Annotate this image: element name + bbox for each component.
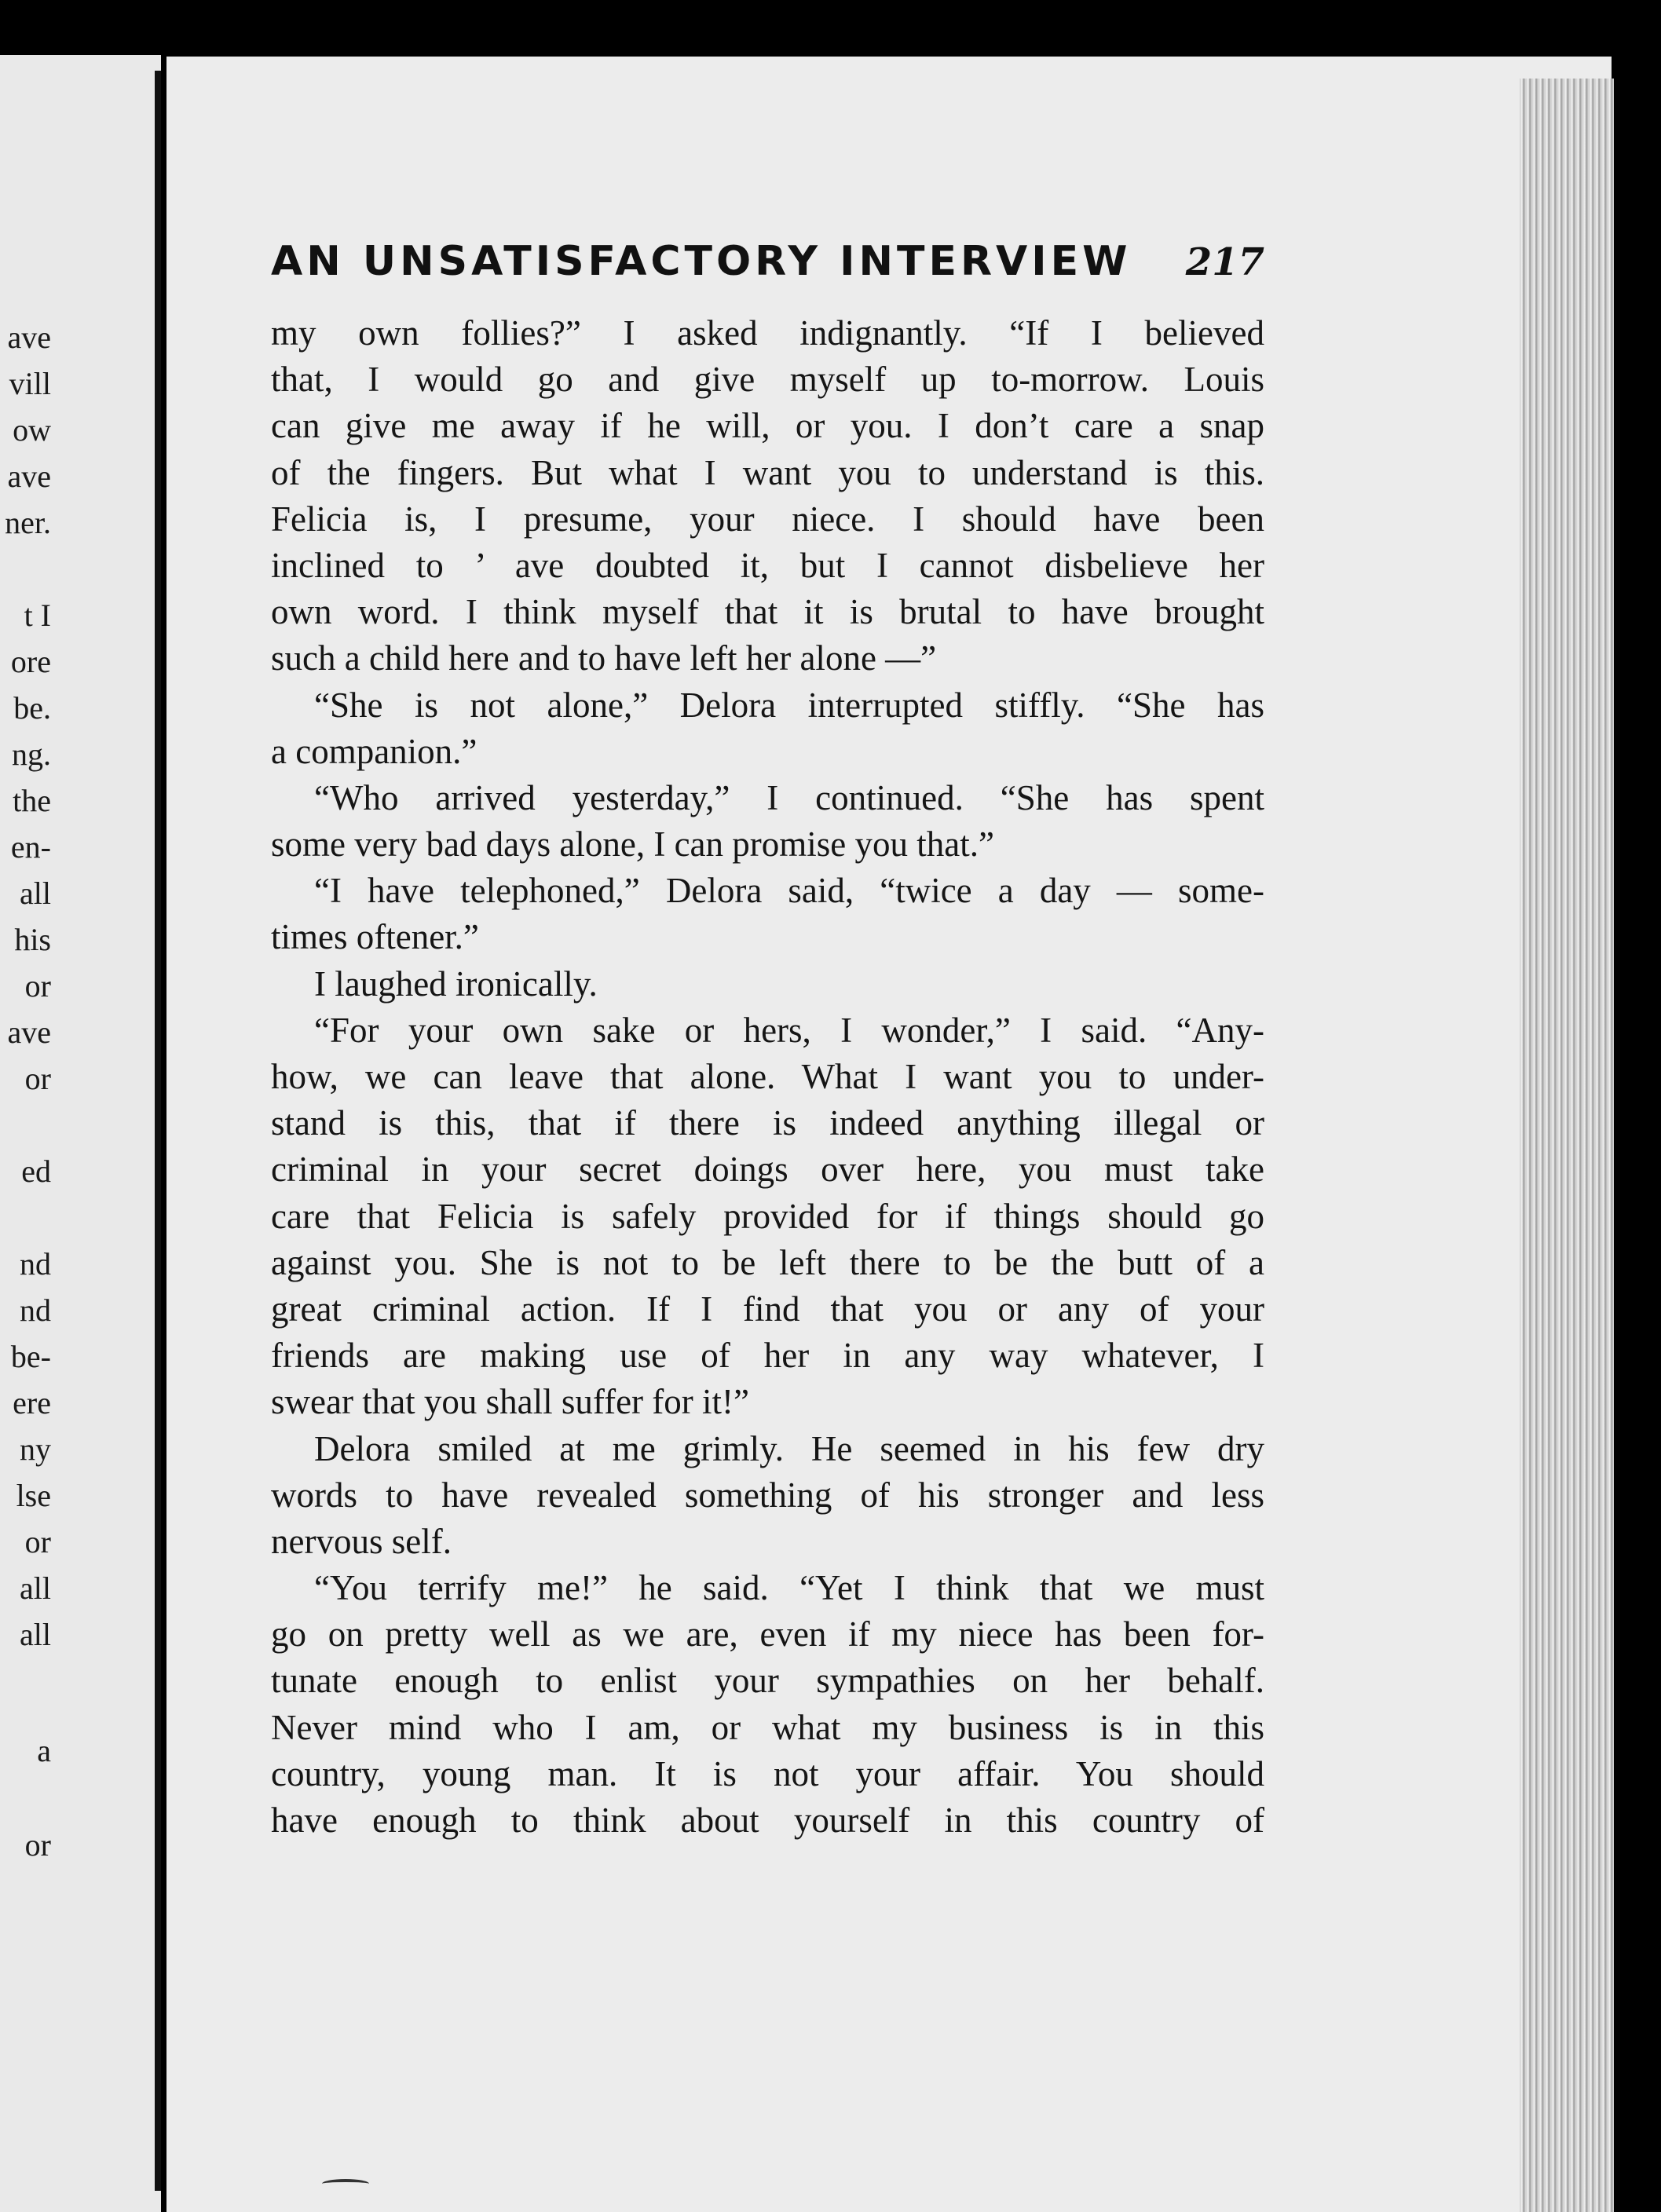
text-line: own word. I think myself that it is brutal to have brought <box>271 592 1264 632</box>
fragment: nd <box>20 1246 51 1281</box>
fragment: ng. <box>12 737 51 772</box>
fragment: ore <box>10 644 51 679</box>
fragment: lse <box>16 1478 51 1513</box>
text-line: “I have telephoned,” Delora said, “twice a day — some- <box>314 871 1264 911</box>
text-line: times oftener.” <box>271 917 479 957</box>
text-line: against you. She is not to be left there to be the butt of a <box>271 1242 1264 1282</box>
fragment: t I <box>24 598 51 633</box>
fragment: vill <box>9 366 51 401</box>
text-line: of the fingers. But what I want you to understand is this. <box>271 452 1264 492</box>
scan-border <box>1614 94 1661 2212</box>
text-line: “For your own sake or hers, I wonder,” I said. “Any- <box>314 1010 1264 1050</box>
fragment: ere <box>13 1385 51 1420</box>
fragment: nd <box>20 1292 51 1328</box>
running-head: AN UNSATISFACTORY INTERVIEW <box>271 238 1132 285</box>
fragment: ner. <box>5 505 51 540</box>
body-text <box>271 310 1264 1844</box>
text-line: inclined to ’ ave doubted it, but I cannot disbelieve her <box>271 545 1264 585</box>
fragment: all <box>20 1570 51 1606</box>
text-line: can give me away if he will, or you. I don’t care a snap <box>271 406 1264 446</box>
facing-page-edge <box>0 55 161 2212</box>
text-line: Delora smiled at me grimly. He seemed in his few dry <box>314 1428 1264 1468</box>
page-header <box>271 238 1264 285</box>
fragment: a <box>37 1733 51 1768</box>
fragment: be. <box>13 690 51 726</box>
fragment: or <box>24 1061 51 1096</box>
text-line: go on pretty well as we are, even if my niece has been for- <box>271 1614 1264 1654</box>
facing-page-text-fragments <box>0 55 161 2212</box>
fragment: or <box>24 1827 51 1863</box>
fragment: ave <box>7 320 51 355</box>
fragment: or <box>24 1524 51 1559</box>
text-line: great criminal action. If I find that you or any of your <box>271 1289 1264 1329</box>
fragment: ave <box>7 1015 51 1050</box>
text-line: words to have revealed something of his stronger and less <box>271 1475 1264 1515</box>
page-number: 217 <box>1185 240 1264 284</box>
fragment: ed <box>21 1154 51 1189</box>
text-line: my own follies?” I asked indignantly. “If I believed <box>271 313 1264 353</box>
text-line: I laughed ironically. <box>314 963 598 1004</box>
text-line: how, we can leave that alone. What I want you to under- <box>271 1057 1264 1096</box>
text-line: care that Felicia is safely provided for if things should go <box>271 1196 1264 1236</box>
fragment: be- <box>10 1339 51 1374</box>
book-gutter <box>155 71 161 2191</box>
text-line: swear that you shall suffer for it!” <box>271 1382 749 1422</box>
text-line: such a child here and to have left her alone —” <box>271 638 937 678</box>
fragment: all <box>20 876 51 911</box>
text-line: nervous self. <box>271 1521 452 1561</box>
fragment: the <box>13 783 51 818</box>
fragment: his <box>14 922 51 957</box>
scan-smudge <box>322 2179 369 2188</box>
text-line: that, I would go and give myself up to-morrow. Louis <box>271 360 1264 400</box>
fragment: ow <box>13 412 51 448</box>
text-line: “You terrify me!” he said. “Yet I think that we must <box>314 1568 1264 1608</box>
fragment: en- <box>10 829 51 865</box>
text-line: criminal in your secret doings over here, you must take <box>271 1150 1264 1190</box>
text-line: have enough to think about yourself in this country of <box>271 1801 1264 1840</box>
text-line: Never mind who I am, or what my business is in this <box>271 1707 1264 1747</box>
text-line: tunate enough to enlist your sympathies on her behalf. <box>271 1661 1264 1701</box>
text-line: some very bad days alone, I can promise you that.” <box>271 824 994 865</box>
text-line: Felicia is, I presume, your niece. I should have been <box>271 499 1264 539</box>
page-stack-edge <box>1520 79 1614 2212</box>
text-line: stand is this, that if there is indeed anything illegal or <box>271 1103 1264 1143</box>
text-line: friends are making use of her in any way whatever, I <box>271 1336 1264 1376</box>
fragment: or <box>24 968 51 1004</box>
text-line: “She is not alone,” Delora interrupted stiffly. “She has <box>314 685 1264 725</box>
fragment: ny <box>20 1431 51 1467</box>
text-line: “Who arrived yesterday,” I continued. “She has spent <box>314 777 1264 817</box>
fragment: ave <box>7 459 51 494</box>
text-line: country, young man. It is not your affair. You should <box>271 1753 1264 1793</box>
fragment: all <box>20 1617 51 1652</box>
text-line: a companion.” <box>271 731 477 771</box>
